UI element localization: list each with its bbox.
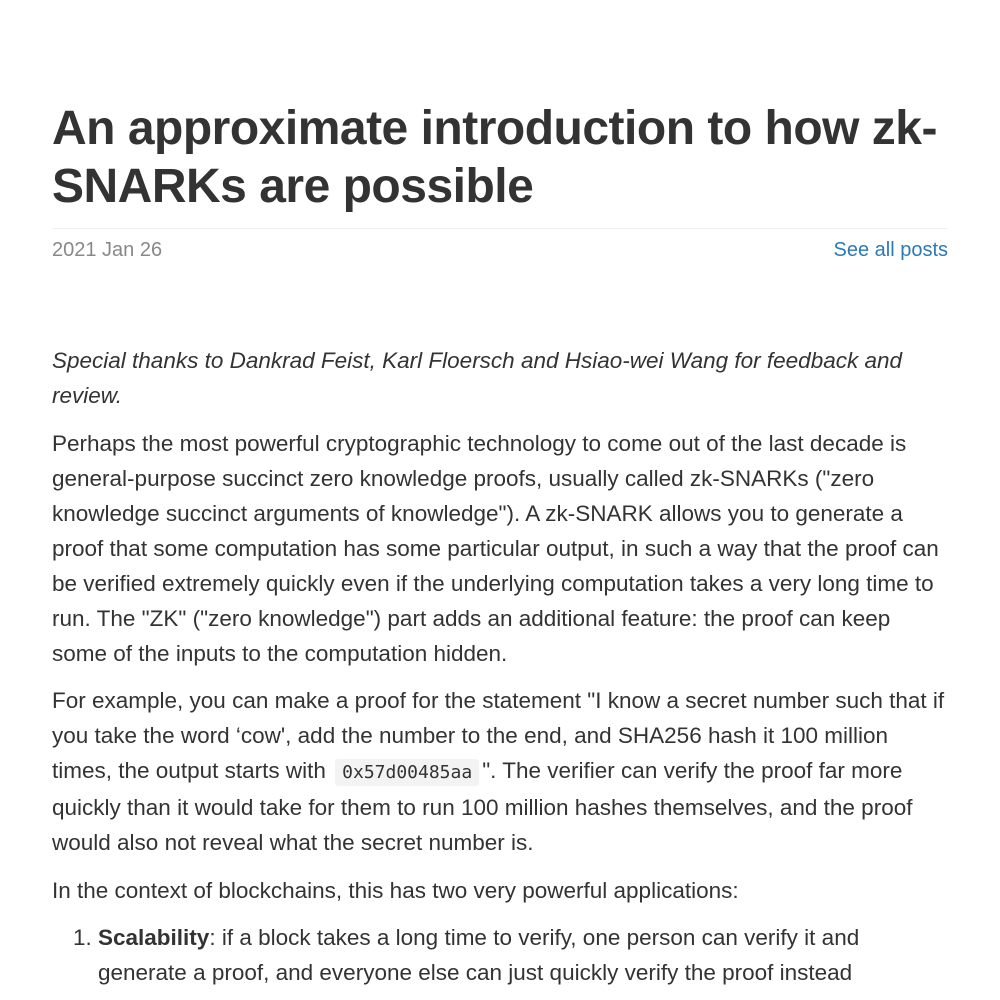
example-paragraph bbox=[52, 683, 948, 860]
example-text-start: For example, you can make a proof for the statement "I know a secret number such that if you take the word ‘cow', add the number to the end, and SHA256 hash it 100 million times, the output starts with bbox=[52, 688, 945, 783]
list-item-text: : if a block takes a long time to verify, one person can verify it and generate a proof, and everyone else can just quickly verify the proof instead bbox=[98, 925, 860, 985]
post-date: 2021 Jan 26 bbox=[52, 238, 163, 261]
post-meta bbox=[52, 228, 948, 265]
applications-list bbox=[52, 920, 948, 990]
list-item-term: Scalability bbox=[98, 925, 210, 950]
see-all-posts-link[interactable]: See all posts bbox=[833, 238, 948, 261]
example-text-end: ". The verifier can verify the proof far more quickly than it would take for them to run 100 million hashes themselves, and the proof would also not reveal what the secret number is. bbox=[52, 758, 913, 855]
list-item bbox=[98, 920, 948, 990]
applications-intro: In the context of blockchains, this has two very powerful applications: bbox=[52, 877, 739, 903]
post-title: An approximate introduction to how zk-SNARKs are possible bbox=[52, 102, 937, 213]
acknowledgements: Special thanks to Dankrad Feist, Karl Floersch and Hsiao-wei Wang for feedback and review. bbox=[52, 348, 903, 408]
hash-prefix-code: 0x57d00485aa bbox=[335, 759, 479, 786]
article-body bbox=[52, 343, 948, 990]
post-container bbox=[52, 0, 948, 990]
intro-paragraph: Perhaps the most powerful cryptographic technology to come out of the last decade is general-purpose succinct zero knowledge proofs, usually called zk-SNARKs ("zero knowledge succinct arguments of knowledge"). A zk-SNARK allows you to generate a proof that some computation has some particular output, in such a way that the proof can be verified extremely quickly even if the underlying computation takes a very long time to run. The "ZK" ("zero knowledge") part adds an additional feature: the proof can keep some of the inputs to the computation hidden. bbox=[52, 430, 939, 666]
